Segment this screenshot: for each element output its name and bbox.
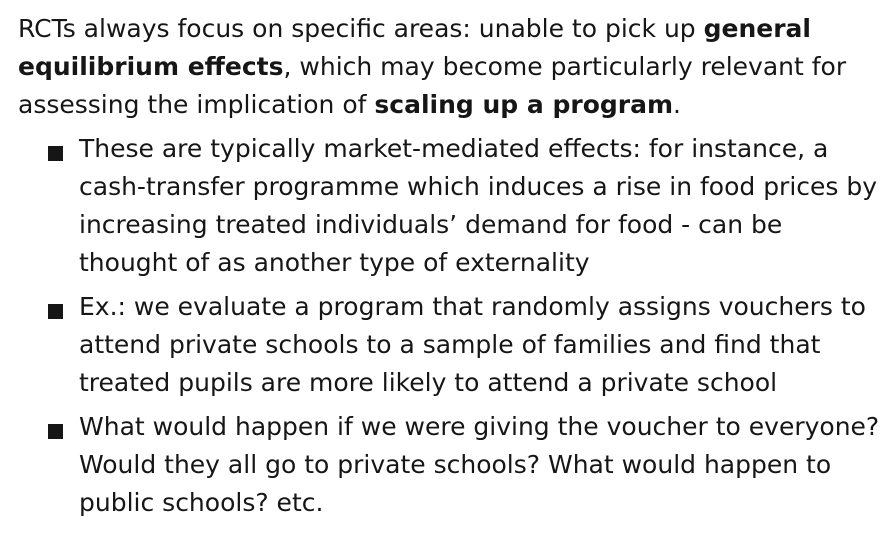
intro-text-2: , which may become particularly relevant for assessing the implication of xyxy=(18,52,847,119)
intro-text-3: . xyxy=(673,90,681,119)
bullet-text: What would happen if we were giving the voucher to everyone? Would they all go to private schools? What would happen to public schools? etc. xyxy=(79,412,880,517)
bullet-item xyxy=(18,130,888,282)
intro-text-1: RCTs always focus on specific areas: unable to pick up xyxy=(18,14,704,43)
bullet-list xyxy=(18,130,888,522)
square-bullet-icon xyxy=(48,304,63,319)
bullet-item xyxy=(18,288,888,402)
square-bullet-icon xyxy=(48,146,63,161)
bullet-text: These are typically market-mediated effects: for instance, a cash-transfer programme which induces a rise in food prices by increasing treated individuals’ demand for food - can be thought of as another type of externality xyxy=(79,134,878,277)
square-bullet-icon xyxy=(48,424,63,439)
bullet-text: Ex.: we evaluate a program that randomly assigns vouchers to attend private schools to a sample of families and find that treated pupils are more likely to attend a private school xyxy=(79,292,866,397)
intro-bold-general-equilibrium: general equilibrium effects xyxy=(18,14,811,81)
intro-paragraph xyxy=(18,10,888,124)
slide-content xyxy=(18,10,888,528)
intro-bold-scaling-up: scaling up a program xyxy=(374,90,674,119)
bullet-item xyxy=(18,408,888,522)
